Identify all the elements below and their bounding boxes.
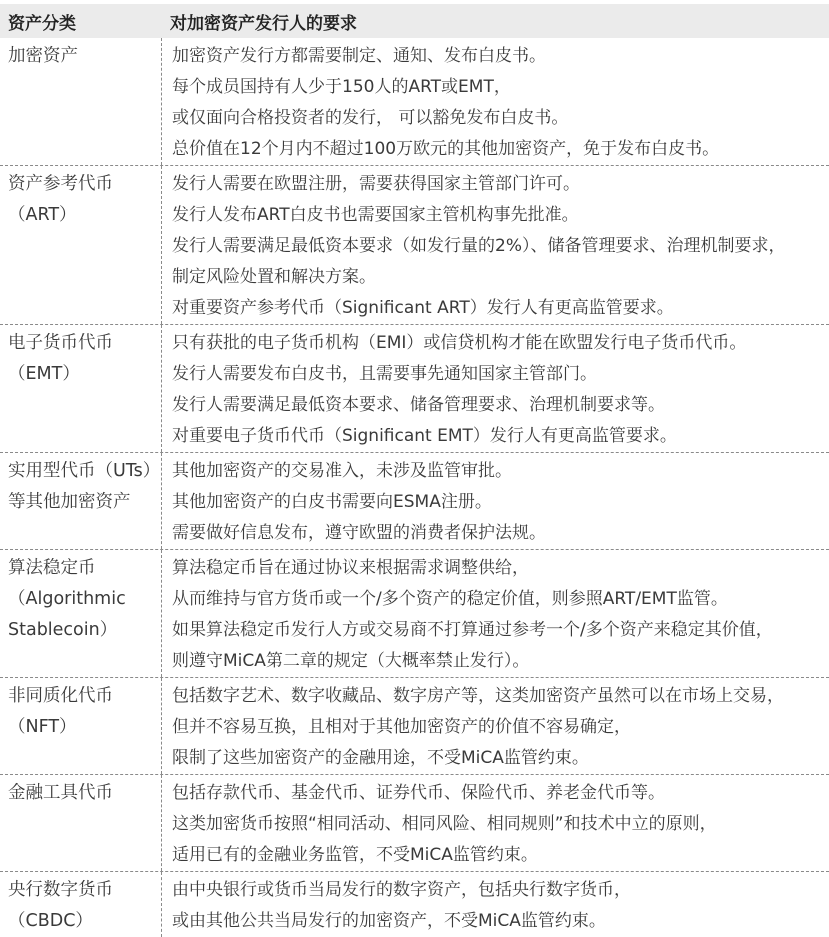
table-body	[0, 38, 829, 937]
asset-category-cell	[0, 453, 162, 549]
asset-category-cell	[0, 775, 162, 871]
requirement-line: 每个成员国持有人少于150人的ART或EMT，	[172, 77, 511, 97]
asset-category-line: （CBDC）	[8, 911, 93, 931]
requirement-line: 则遵守MiCA第二章的规定（大概率禁止发行）。	[172, 651, 530, 671]
requirement-line: 发行人发布ART白皮书也需要国家主管机构事先批准。	[172, 205, 579, 225]
asset-category-line: 金融工具代币	[8, 783, 113, 803]
requirement-line: 发行人需要发布白皮书，且需要事先通知国家主管部门。	[172, 364, 597, 384]
asset-category-line: 电子货币代币	[8, 333, 113, 353]
asset-category-line: Stablecoin）	[8, 620, 118, 640]
requirement-line: 或由其他公共当局发行的加密资产，不受MiCA监管约束。	[172, 911, 606, 931]
table-row	[0, 166, 829, 325]
requirement-line: 对重要电子货币代币（Significant EMT）发行人有更高监管要求。	[172, 426, 677, 446]
requirement-line: 发行人需要满足最低资本要求（如发行量的2%）、储备管理要求、治理机制要求，	[172, 236, 786, 256]
requirement-line: 或仅面向合格投资者的发行， 可以豁免发布白皮书。	[172, 108, 569, 128]
requirement-line: 制定风险处置和解决方案。	[172, 267, 376, 287]
asset-category-cell	[0, 872, 162, 937]
table-row	[0, 872, 829, 937]
requirement-line: 从而维持与官方货币或一个/多个资产的稳定价值，则参照ART/EMT监管。	[172, 589, 728, 609]
requirement-line: 其他加密资产的白皮书需要向ESMA注册。	[172, 492, 492, 512]
requirements-cell	[162, 166, 829, 324]
requirement-line: 由中央银行或货币当局发行的数字资产，包括央行数字货币，	[172, 880, 631, 900]
asset-category-line: 等其他加密资产	[8, 492, 131, 512]
requirement-line: 加密资产发行方都需要制定、通知、发布白皮书。	[172, 46, 546, 66]
asset-category-line: 实用型代币（UTs）	[8, 461, 161, 481]
table-row	[0, 678, 829, 775]
requirement-line: 包括存款代币、基金代币、证券代币、保险代币、养老金代币等。	[172, 783, 665, 803]
asset-category-cell	[0, 166, 162, 324]
requirement-line: 适用已有的金融业务监管，不受MiCA监管约束。	[172, 845, 538, 865]
requirements-cell	[162, 550, 829, 677]
requirement-line: 算法稳定币旨在通过协议来根据需求调整供给，	[172, 558, 529, 578]
requirement-line: 其他加密资产的交易准入，未涉及监管审批。	[172, 461, 512, 481]
table-row	[0, 325, 829, 453]
asset-category-line: 算法稳定币	[8, 558, 96, 578]
requirement-line: 需要做好信息发布，遵守欧盟的消费者保护法规。	[172, 523, 546, 543]
requirements-cell	[162, 678, 829, 774]
requirement-line: 包括数字艺术、数字收藏品、数字房产等，这类加密资产虽然可以在市场上交易，	[172, 686, 784, 706]
requirement-line: 如果算法稳定币发行人方或交易商不打算通过参考一个/多个资产来稳定其价值，	[172, 620, 773, 640]
requirements-cell	[162, 775, 829, 871]
table-row	[0, 775, 829, 872]
requirement-line: 发行人需要满足最低资本要求、储备管理要求、治理机制要求等。	[172, 395, 665, 415]
asset-category-cell	[0, 678, 162, 774]
requirements-cell	[162, 38, 829, 165]
asset-category-cell	[0, 550, 162, 677]
asset-category-line: 资产参考代币	[8, 174, 113, 194]
asset-category-line: （EMT）	[8, 364, 80, 384]
asset-category-cell	[0, 38, 162, 165]
asset-category-line: 非同质化代币	[8, 686, 113, 706]
requirement-line: 总价值在12个月内不超过100万欧元的其他加密资产，免于发布白皮书。	[172, 139, 720, 159]
asset-category-line: （NFT）	[8, 717, 77, 737]
requirements-cell	[162, 325, 829, 452]
table-row	[0, 550, 829, 678]
requirement-line: 对重要资产参考代币（Significant ART）发行人有更高监管要求。	[172, 298, 674, 318]
requirement-line: 只有获批的电子货币机构（EMI）或信贷机构才能在欧盟发行电子货币代币。	[172, 333, 747, 353]
asset-category-cell	[0, 325, 162, 452]
requirement-line: 限制了这些加密资产的金融用途，不受MiCA监管约束。	[172, 748, 589, 768]
requirement-line: 发行人需要在欧盟注册，需要获得国家主管部门许可。	[172, 174, 580, 194]
header-asset-category: 资产分类	[8, 13, 76, 34]
requirements-cell	[162, 872, 829, 937]
requirement-line: 但并不容易互换，且相对于其他加密资产的价值不容易确定，	[172, 717, 631, 737]
asset-category-line: （Algorithmic	[8, 589, 126, 609]
asset-category-line: （ART）	[8, 205, 77, 225]
asset-category-line: 央行数字货币	[8, 880, 113, 900]
requirements-cell	[162, 453, 829, 549]
header-issuer-requirements: 对加密资产发行人的要求	[170, 13, 357, 34]
table-header	[0, 4, 829, 38]
table-row	[0, 38, 829, 166]
asset-category-line: 加密资产	[8, 46, 78, 66]
table-row	[0, 453, 829, 550]
requirement-line: 这类加密货币按照“相同活动、相同风险、相同规则”和技术中立的原则，	[172, 814, 717, 834]
